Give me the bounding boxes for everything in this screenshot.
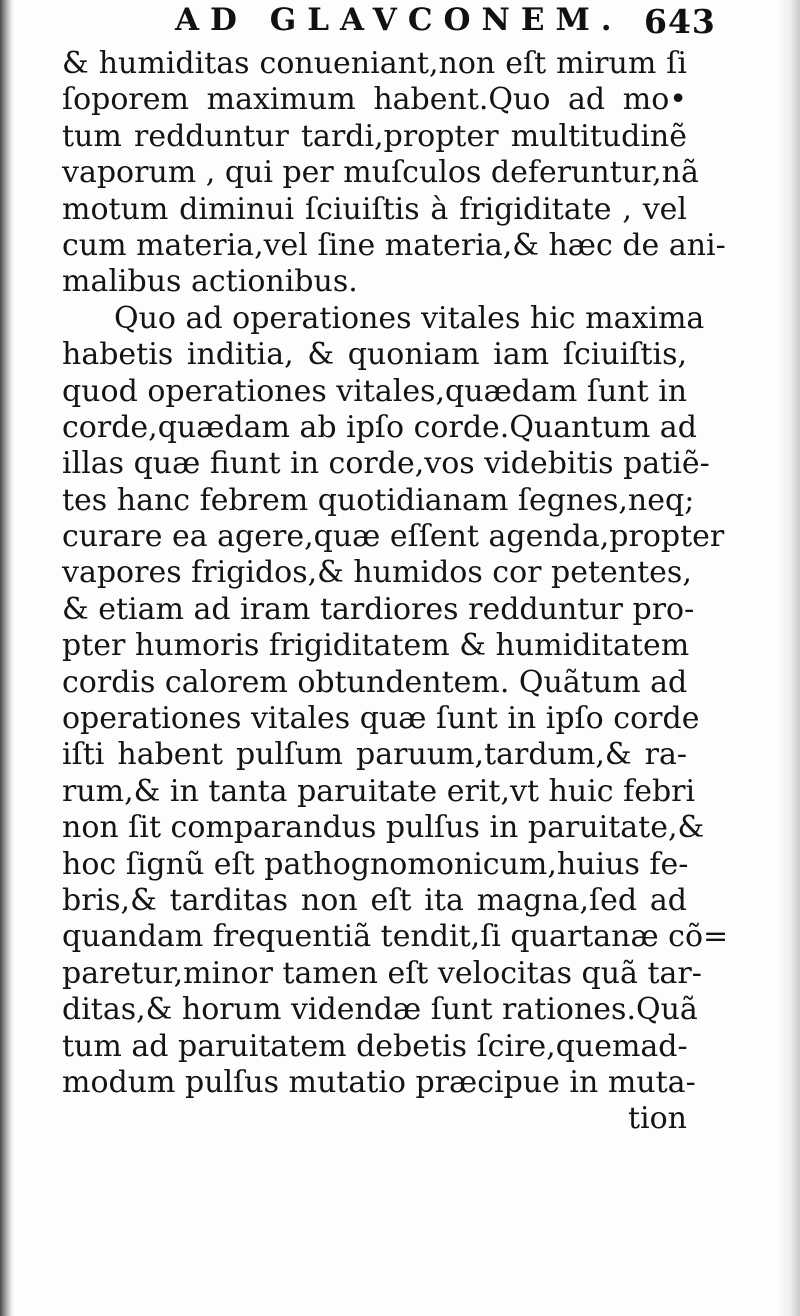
text-line: habetis inditia, & quoniam iam ſciuiſtis,	[62, 337, 687, 373]
text-line: curare ea agere,quæ eſſent agenda,propter	[62, 519, 725, 555]
text-line: modum pulſus mutatio præcipue in muta-	[62, 1064, 696, 1100]
text-line: vapores frigidos,& humidos cor petentes,	[62, 555, 692, 591]
text-line: pter humoris frigiditatem & humiditatem	[62, 628, 690, 664]
text-line: & etiam ad iram tardiores redduntur pro-	[62, 591, 695, 627]
text-line: tum redduntur tardi,propter multitudinẽ	[62, 118, 687, 154]
text-line: illas quæ fiunt in corde,vos videbitis patiẽ-	[62, 446, 710, 482]
text-line: cum materia,vel ſine materia,& hæc de ani-	[62, 227, 726, 263]
text-line: corde,quædam ab ipſo corde.Quantum ad	[62, 409, 697, 445]
text-line: bris,& tarditas non eſt ita magna,ſed ad	[62, 882, 687, 918]
page-gutter-shadow	[0, 0, 14, 1316]
page-edge-shadow	[776, 0, 800, 1316]
text-line: hoc ſignũ eſt pathognomonicum,huius fe-	[62, 846, 689, 882]
text-line: ditas,& horum videndæ ſunt rationes.Quã	[62, 992, 698, 1028]
text-line: operationes vitales quæ ſunt in ipſo corde	[62, 701, 700, 737]
text-line: cordis calorem obtundentem. Quãtum ad	[62, 664, 688, 700]
text-line: rum,& in tanta paruitate erit,vt huic febri	[62, 773, 696, 809]
text-line: paretur,minor tamen eſt velocitas quã tar-	[62, 955, 702, 991]
text-line: ſoporem maximum habent.Quo ad mo•	[62, 82, 687, 118]
running-head: AD GLAVCONEM.	[175, 2, 623, 38]
text-line: non ſit comparandus pulſus in paruitate,&	[62, 810, 705, 846]
text-line: iſti habent pulſum paruum,tardum,& ra-	[62, 737, 687, 773]
text-line: & humiditas conueniant,non eſt mirum ſi	[62, 46, 687, 81]
catchword: tion	[627, 1101, 687, 1137]
text-line: Quo ad operationes vitales hic maxima	[114, 300, 705, 336]
text-line: tes hanc febrem quotidianam ſegnes,neq;	[62, 482, 695, 518]
text-line: vaporum , qui per muſculos deferuntur,nã	[62, 155, 699, 191]
body-text	[62, 46, 729, 1138]
text-line: malibus actionibus.	[62, 264, 358, 300]
text-line: tum ad paruitatem debetis ſcire,quemad-	[62, 1028, 688, 1064]
text-line: quod operationes vitales,quædam ſunt in	[62, 373, 688, 409]
text-line: quandam frequentiã tendit,ſi quartanæ cõ=	[62, 919, 729, 955]
page-number: 643	[644, 2, 716, 41]
text-line: motum diminui ſciuiſtis à frigiditate , vel	[62, 191, 687, 227]
